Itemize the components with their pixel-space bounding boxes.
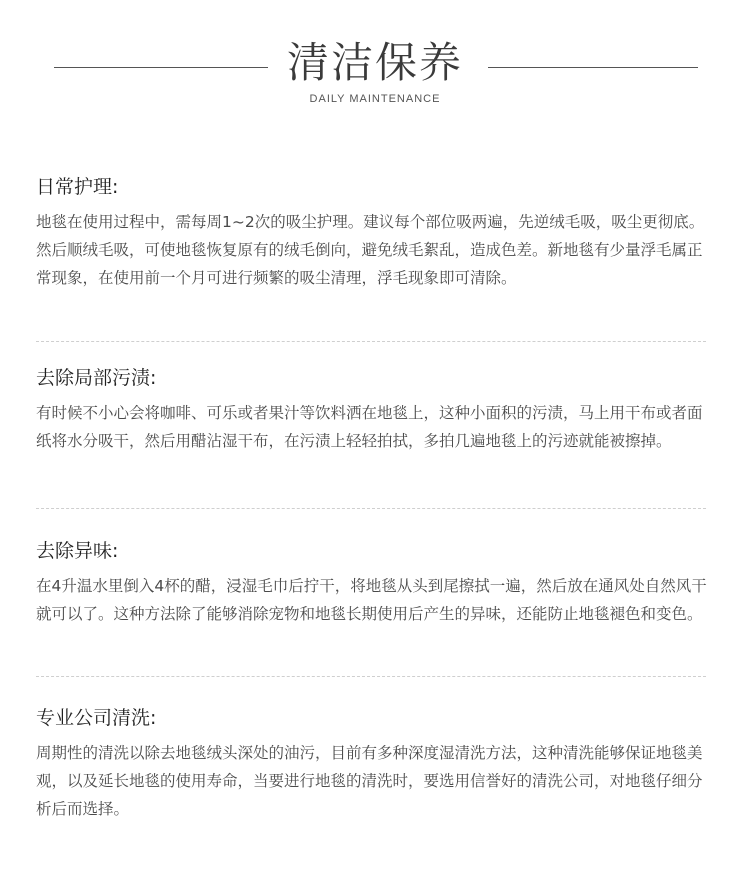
section-title: 去除局部污渍: <box>36 367 157 389</box>
section-odor-removal <box>36 538 716 628</box>
section-professional-cleaning <box>36 705 716 823</box>
section-body: 周期性的清洗以除去地毯绒头深处的油污，目前有多种深度湿清洗方法，这种清洗能够保证地毯美观，以及延长地毯的使用寿命，当要进行地毯的清洗时，要选用信誉好的清洗公司，对地毯仔细分析后而选择。 <box>36 744 703 818</box>
section-divider <box>36 676 706 677</box>
page-title: 清洁保养 <box>286 38 463 87</box>
section-divider <box>36 508 706 509</box>
page-subtitle: DAILY MAINTENANCE <box>309 93 441 105</box>
section-title: 专业公司清洗: <box>36 707 157 729</box>
section-title: 去除异味: <box>36 540 119 562</box>
section-stain-removal <box>36 365 716 455</box>
section-daily-care <box>36 174 716 292</box>
section-title: 日常护理: <box>36 176 119 198</box>
section-divider <box>36 341 706 342</box>
section-body: 在4升温水里倒入4杯的醋，浸湿毛巾后拧干，将地毯从头到尾擦拭一遍，然后放在通风处自然风干就可以了。这种方法除了能够消除宠物和地毯长期使用后产生的异味，还能防止地毯褪色和变色。 <box>36 577 707 623</box>
page-header <box>0 0 750 120</box>
section-body: 地毯在使用过程中，需每周1~2次的吸尘护理。建议每个部位吸两遍，先逆绒毛吸，吸尘更彻底。然后顺绒毛吸，可使地毯恢复原有的绒毛倒向，避免绒毛絮乱，造成色差。新地毯有少量浮毛属正常现象，在使用前一个月可进行频繁的吸尘清理，浮毛现象即可清除。 <box>36 213 705 287</box>
header-divider-right <box>488 67 698 68</box>
section-body: 有时候不小心会将咖啡、可乐或者果汁等饮料洒在地毯上，这种小面积的污渍，马上用干布或者面纸将水分吸干，然后用醋沾湿干布，在污渍上轻轻拍拭，多拍几遍地毯上的污迹就能被擦掉。 <box>36 404 703 450</box>
